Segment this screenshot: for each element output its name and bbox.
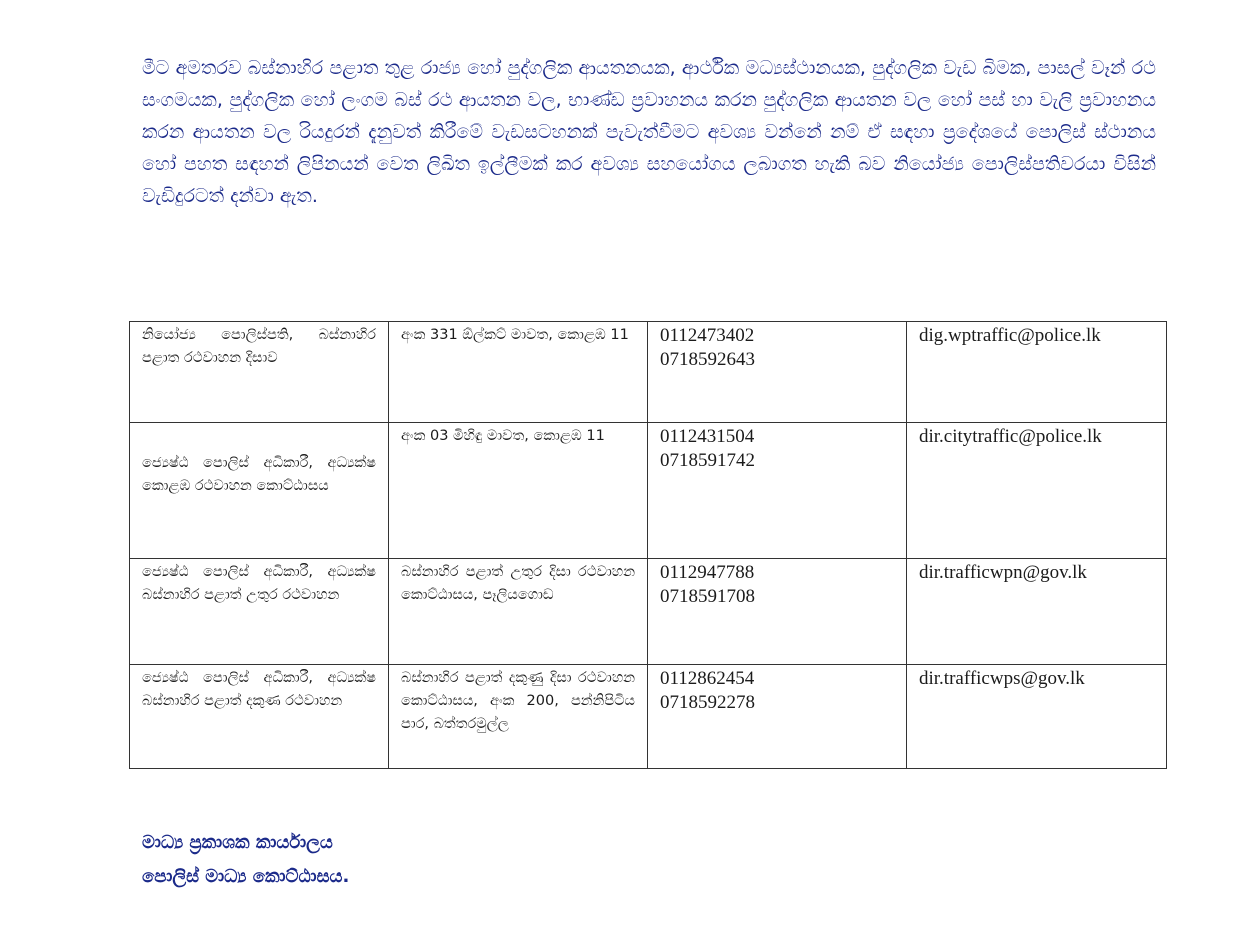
phone-cell bbox=[648, 559, 907, 665]
signature-division: පොලිස් මාධ්‍ය කොට්ඨාසය. bbox=[142, 866, 350, 887]
address-cell: අංක 331 ඕල්කට් මාවත, කොළඹ 11 bbox=[389, 322, 648, 423]
phone-cell bbox=[648, 423, 907, 559]
intro-paragraph: මීට අමතරව බස්නාහිර පළාත තුළ රාජ්‍ය හෝ පුද්ගලික ආයතනයක, ආර්ථික මධ්‍යස්ථානයක, පුද්ගලික වැඩ බිමක, පාසල් වෑන් රථ සංගමයක, පුද්ගලික හෝ ලංගම බස් රථ ආයතන වල, භාණ්ඩ ප්‍රවාහනය කරන පුද්ගලික ආයතන වල හෝ පස් හා වැලි ප්‍රවාහනය කරන ආයතන වල රියදුරන් දැනුවත් කිරීමේ වැඩසටහනක් පැවැත්වීමට අවශ්‍ය වන්නේ නම් ඒ සඳහා ප්‍රදේශයේ පොලිස් ස්ථානය හෝ පහත සඳහන් ලිපිනයන් වෙත ලිඛිත ඉල්ලීමක් කර අවශ්‍ය සහයෝගය ලබාගත හැකි බව නියෝජ්‍ය පොලිස්පතිවරයා විසින් වැඩිදුරටත් දන්වා ඇත. bbox=[142, 57, 1156, 207]
table-row bbox=[130, 322, 1167, 423]
phone-cell bbox=[648, 322, 907, 423]
mobile-number: 0718591742 bbox=[660, 450, 755, 471]
landline-number: 0112862454 bbox=[660, 668, 755, 689]
landline-number: 0112947788 bbox=[660, 562, 755, 583]
table-row bbox=[130, 423, 1167, 559]
office-cell: නියෝජ්‍ය පොලිස්පති, බස්නාහිර පළාත රථවාහන දිසාව bbox=[130, 322, 389, 423]
email-cell: dig.wptraffic@police.lk bbox=[907, 322, 1167, 423]
mobile-number: 0718591708 bbox=[660, 586, 755, 607]
office-cell: ජ්‍යෙෂ්ඨ පොලිස් අධිකාරී, අධ්‍යක්ෂ බස්නාහිර පළාත් උතුර රථවාහන bbox=[130, 559, 389, 665]
email-cell: dir.citytraffic@police.lk bbox=[907, 423, 1167, 559]
table-row bbox=[130, 559, 1167, 665]
contacts-table bbox=[129, 321, 1167, 769]
email-cell: dir.trafficwpn@gov.lk bbox=[907, 559, 1167, 665]
landline-number: 0112431504 bbox=[660, 426, 755, 447]
table-row bbox=[130, 665, 1167, 769]
landline-number: 0112473402 bbox=[660, 325, 755, 346]
office-cell: ජ්‍යෙෂ්ඨ පොලිස් අධිකාරී, අධ්‍යක්ෂ කොළඹ රථවාහන කොට්ඨාසය bbox=[130, 423, 389, 559]
office-cell: ජ්‍යෙෂ්ඨ පොලිස් අධිකාරී, අධ්‍යක්ෂ බස්නාහිර පළාත් දකුණ රථවාහන bbox=[130, 665, 389, 769]
email-cell: dir.trafficwps@gov.lk bbox=[907, 665, 1167, 769]
phone-cell bbox=[648, 665, 907, 769]
address-cell: බස්නාහිර පළාත් දකුණු දිසා රථවාහන කොට්ඨාසය, අංක 200, පන්නිපිටිය පාර, බත්තරමුල්ල bbox=[389, 665, 648, 769]
mobile-number: 0718592643 bbox=[660, 349, 755, 370]
mobile-number: 0718592278 bbox=[660, 692, 755, 713]
signature-block bbox=[142, 826, 349, 894]
signature-office: මාධ්‍ය ප්‍රකාශක කාර්යාලය bbox=[142, 832, 333, 853]
address-cell: බස්නාහිර පළාත් උතුර දිසා රථවාහන කොට්ඨාසය, පෑලියගොඩ bbox=[389, 559, 648, 665]
address-cell: අංක 03 මිහිඳු මාවත, කොළඹ 11 bbox=[389, 423, 648, 559]
